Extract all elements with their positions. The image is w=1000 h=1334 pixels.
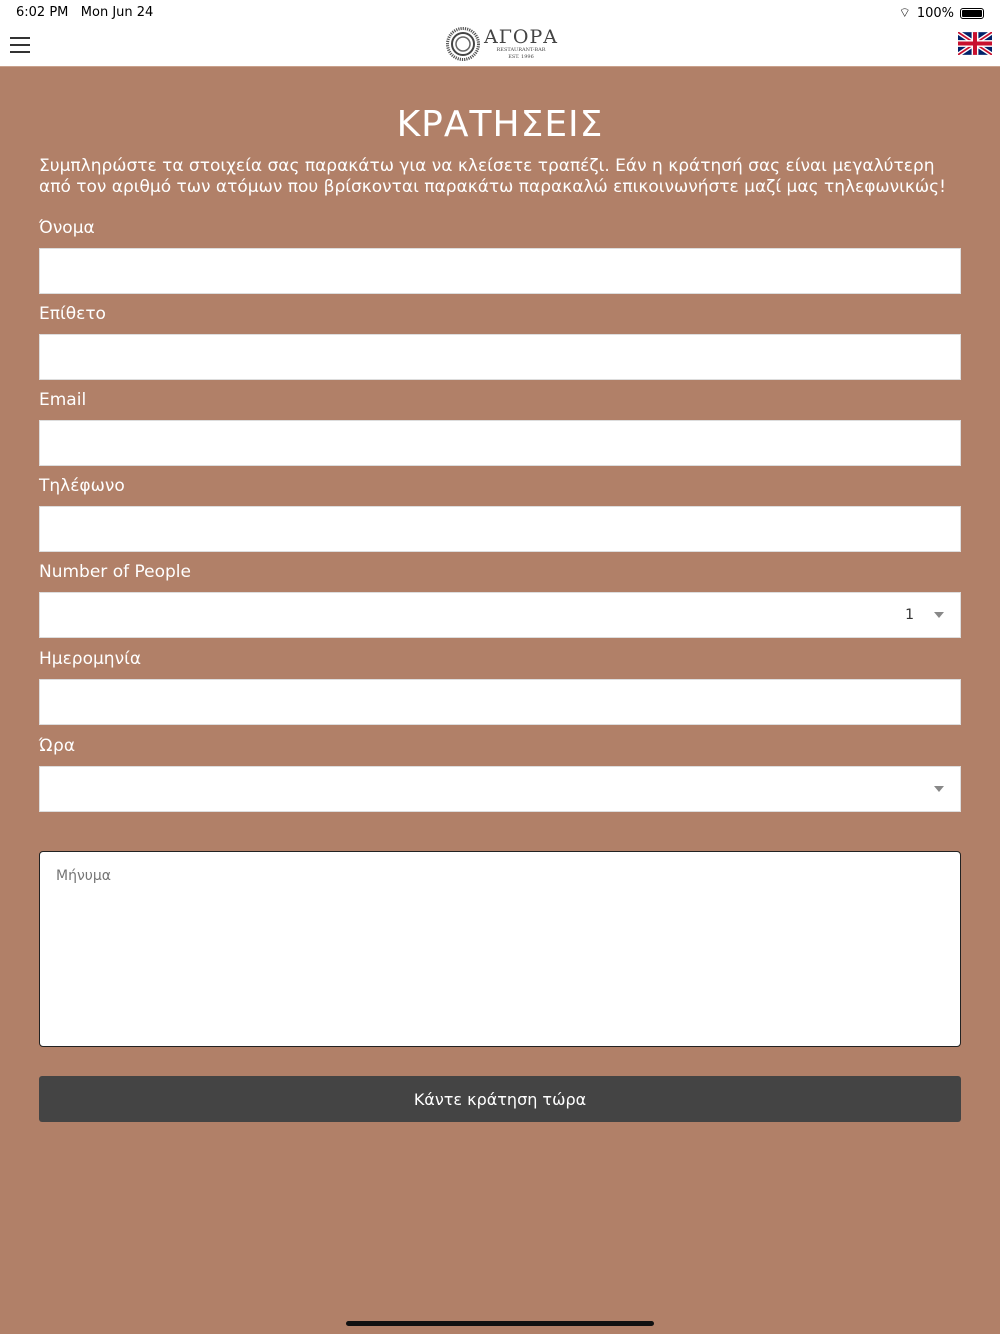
- logo-subtitle: RESTAURANT-BAR: [496, 47, 546, 53]
- phone-input[interactable]: [39, 506, 961, 552]
- time-label: Ώρα: [39, 736, 76, 756]
- first-name-input[interactable]: [39, 248, 961, 294]
- intro-text: Συμπληρώστε τα στοιχεία σας παρακάτω για να κλείσετε τραπέζι. Εάν η κράτησή σας είναι μεγαλύτερη από τον αριθμό των ατόμων που βρίσκονται παρακάτω παρακαλώ επικοινωνήστε μαζί μας τηλεφωνικώς!: [39, 156, 946, 197]
- chevron-down-icon: [934, 612, 944, 618]
- status-time: [16, 5, 153, 20]
- wifi-icon: ⌔: [898, 6, 911, 21]
- top-nav: [0, 24, 1000, 67]
- date-input[interactable]: [39, 679, 961, 725]
- time-select[interactable]: [39, 766, 961, 812]
- chevron-down-icon: [934, 786, 944, 792]
- time: 6:02 PM: [16, 5, 69, 20]
- first-name-label: Όνομα: [39, 218, 95, 238]
- date: Mon Jun 24: [80, 5, 154, 20]
- people-select[interactable]: [39, 592, 961, 638]
- date-label: Ημερομηνία: [39, 649, 142, 669]
- battery-percent: 100%: [916, 5, 954, 21]
- phone-label: Τηλέφωνο: [39, 476, 125, 496]
- last-name-input[interactable]: [39, 334, 961, 380]
- email-label: Email: [39, 390, 87, 410]
- page-title: ΚΡΑΤΗΣΕΙΣ: [396, 104, 604, 145]
- people-label: Number of People: [39, 562, 191, 582]
- submit-reservation-button[interactable]: Κάντε κράτηση τώρα: [39, 1076, 961, 1122]
- home-indicator: [346, 1321, 654, 1326]
- battery-icon: [960, 8, 984, 19]
- email-input[interactable]: [39, 420, 961, 466]
- people-value: 1: [905, 607, 914, 623]
- message-textarea[interactable]: [39, 851, 961, 1047]
- last-name-label: Επίθετο: [39, 304, 106, 324]
- logo-est: EST. 1996: [508, 54, 534, 60]
- logo-emblem-icon: [446, 27, 480, 61]
- uk-flag-icon[interactable]: [958, 32, 992, 55]
- status-right: [899, 5, 984, 21]
- logo[interactable]: [446, 27, 558, 61]
- logo-title: ΑΓΟΡΑ: [484, 26, 558, 48]
- status-bar: [0, 0, 1000, 24]
- menu-icon[interactable]: [10, 37, 30, 53]
